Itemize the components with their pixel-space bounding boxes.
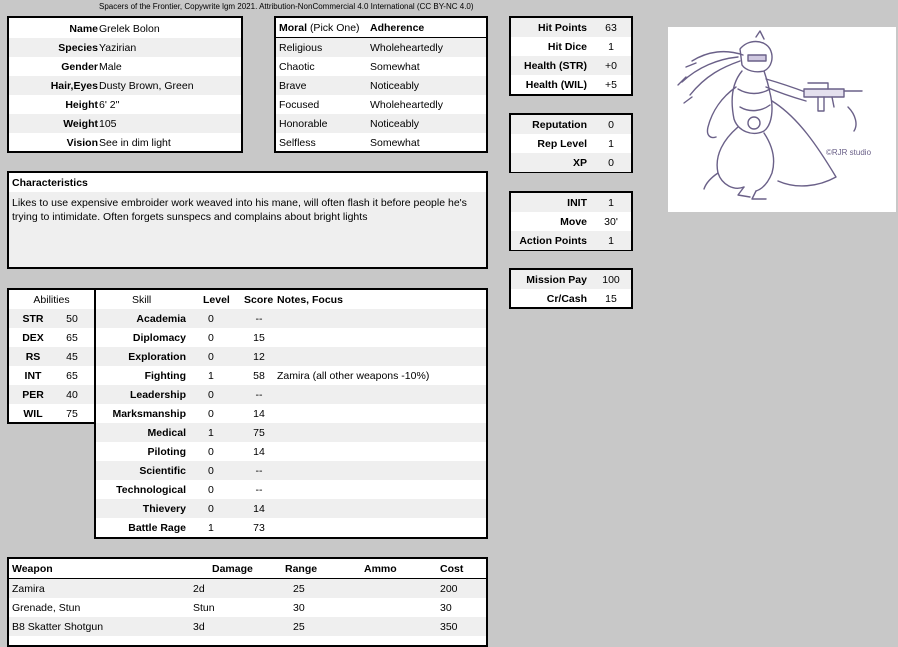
moral-name: Honorable <box>279 117 328 130</box>
vitals-value: 1 <box>608 40 614 53</box>
moral-name: Brave <box>279 79 307 92</box>
skill-level: 0 <box>208 445 214 458</box>
table-row <box>96 518 486 537</box>
identity-value: 6' 2" <box>99 98 120 111</box>
table-row <box>511 231 631 250</box>
moral-adherence: Wholeheartedly <box>370 41 443 54</box>
table-row <box>9 133 241 152</box>
skill-level: 0 <box>208 483 214 496</box>
ability-name: STR <box>22 312 44 325</box>
characteristics-title: Characteristics <box>12 176 88 189</box>
moral-header: Moral <box>279 21 308 34</box>
weapon-range: 25 <box>293 582 305 595</box>
table-row <box>9 404 94 423</box>
skill-score: 14 <box>253 502 265 515</box>
skill-score: 15 <box>253 331 265 344</box>
table-row <box>96 366 486 385</box>
reputation-label: XP <box>572 156 587 169</box>
table-row <box>96 423 486 442</box>
skill-level: 0 <box>208 464 214 477</box>
identity-label: Hair,Eyes <box>50 79 98 92</box>
character-illustration <box>668 27 896 212</box>
initiative-value: 1 <box>608 234 614 247</box>
reputation-panel <box>509 113 633 173</box>
skill-name: Piloting <box>147 445 186 458</box>
table-row <box>276 76 486 95</box>
vitals-label: Health (STR) <box>524 59 587 72</box>
adherence-header: Adherence <box>370 21 425 34</box>
moral-adherence: Somewhat <box>370 60 420 73</box>
notes-header: Notes, Focus <box>277 293 343 306</box>
table-row <box>9 309 94 328</box>
table-row <box>9 347 94 366</box>
skill-name: Medical <box>147 426 186 439</box>
skill-name: Exploration <box>128 350 186 363</box>
vitals-value: +0 <box>605 59 617 72</box>
weapon-header: Weapon <box>12 562 53 575</box>
moral-name: Selfless <box>279 136 316 149</box>
skill-score: -- <box>255 464 263 477</box>
characteristics-panel <box>7 171 488 269</box>
table-row <box>96 404 486 423</box>
table-row <box>9 38 241 57</box>
vitals-label: Hit Dice <box>547 40 587 53</box>
identity-value: Dusty Brown, Green <box>99 79 194 92</box>
ability-name: PER <box>22 388 44 401</box>
ability-value: 65 <box>66 369 78 382</box>
skill-level: 0 <box>208 350 214 363</box>
table-row <box>276 57 486 76</box>
skill-name: Technological <box>116 483 186 496</box>
skill-level: 0 <box>208 388 214 401</box>
skill-name: Leadership <box>129 388 186 401</box>
skill-level: 0 <box>208 312 214 325</box>
level-header: Level <box>203 293 230 306</box>
table-row <box>96 385 486 404</box>
table-row <box>511 134 631 153</box>
table-row <box>511 115 631 134</box>
table-row <box>276 38 486 57</box>
copyright-notice: Spacers of the Frontier, Copywrite lgm 2021. Attribution-NonCommercial 4.0 International (CC BY-NC 4.0) <box>99 2 474 11</box>
identity-value: 105 <box>99 117 117 130</box>
identity-label: Vision <box>66 136 98 149</box>
identity-label: Gender <box>61 60 98 73</box>
skill-name: Scientific <box>139 464 186 477</box>
table-row <box>96 347 486 366</box>
table-row <box>9 95 241 114</box>
skill-score: 12 <box>253 350 265 363</box>
ability-value: 75 <box>66 407 78 420</box>
ability-value: 65 <box>66 331 78 344</box>
table-row <box>96 309 486 328</box>
weapon-damage: 3d <box>193 620 205 633</box>
table-row <box>96 442 486 461</box>
moral-pick-note: (Pick One) <box>309 21 360 34</box>
skill-name: Academia <box>136 312 186 325</box>
table-row <box>96 461 486 480</box>
skill-score: 75 <box>253 426 265 439</box>
vitals-panel <box>509 16 633 96</box>
weapon-name: Grenade, Stun <box>12 601 81 614</box>
table-row <box>511 289 631 308</box>
weapons-panel <box>7 557 488 647</box>
ability-name: WIL <box>23 407 43 420</box>
weapon-range: 25 <box>293 620 305 633</box>
skill-notes: Zamira (all other weapons -10%) <box>277 369 430 382</box>
table-row <box>9 57 241 76</box>
pay-label: Cr/Cash <box>546 292 587 305</box>
skill-score: -- <box>255 388 263 401</box>
table-row <box>276 114 486 133</box>
skill-name: Marksmanship <box>112 407 186 420</box>
vitals-value: +5 <box>605 78 617 91</box>
skill-score: -- <box>255 483 263 496</box>
skills-panel <box>94 288 488 539</box>
initiative-label: INIT <box>567 196 587 209</box>
identity-panel <box>7 16 243 153</box>
skill-name: Fighting <box>144 369 186 382</box>
moral-name: Focused <box>279 98 320 111</box>
table-row <box>511 56 631 75</box>
vitals-label: Health (WIL) <box>525 78 587 91</box>
table-row <box>96 328 486 347</box>
initiative-label: Action Points <box>519 234 587 247</box>
table-row <box>96 499 486 518</box>
identity-value: Grelek Bolon <box>99 22 160 35</box>
score-header: Score <box>244 293 274 306</box>
skill-level: 1 <box>208 369 214 382</box>
damage-header: Damage <box>212 562 253 575</box>
cost-header: Cost <box>440 562 464 575</box>
weapon-cost: 350 <box>440 620 458 633</box>
ability-name: RS <box>25 350 41 363</box>
reputation-value: 1 <box>608 137 614 150</box>
table-row <box>9 385 94 404</box>
skill-name: Thievery <box>142 502 186 515</box>
table-row <box>9 617 486 636</box>
table-row <box>511 270 631 289</box>
identity-value: Yazirian <box>99 41 137 54</box>
initiative-label: Move <box>560 215 587 228</box>
skill-score: 58 <box>253 369 265 382</box>
skill-level: 1 <box>208 521 214 534</box>
abilities-title: Abilities <box>33 293 70 306</box>
skill-score: 14 <box>253 445 265 458</box>
moral-name: Chaotic <box>279 60 315 73</box>
weapon-damage: 2d <box>193 582 205 595</box>
abilities-panel <box>7 288 96 424</box>
table-row <box>9 579 486 598</box>
skill-level: 0 <box>208 502 214 515</box>
ability-value: 50 <box>66 312 78 325</box>
moral-adherence: Wholeheartedly <box>370 98 443 111</box>
moral-name: Religious <box>279 41 323 54</box>
weapon-name: Zamira <box>12 582 45 595</box>
weapon-range: 30 <box>293 601 305 614</box>
ability-value: 45 <box>66 350 78 363</box>
reputation-value: 0 <box>608 118 614 131</box>
table-row <box>276 95 486 114</box>
initiative-value: 30' <box>604 215 618 228</box>
table-row <box>511 75 631 94</box>
identity-label: Height <box>65 98 98 111</box>
pay-value: 100 <box>602 273 620 286</box>
ammo-header: Ammo <box>364 562 397 575</box>
ability-name: INT <box>24 369 42 382</box>
skill-name: Battle Rage <box>128 521 186 534</box>
ability-value: 40 <box>66 388 78 401</box>
moral-adherence: Noticeably <box>370 79 420 92</box>
ability-name: DEX <box>22 331 44 344</box>
table-row <box>511 153 631 172</box>
reputation-label: Rep Level <box>537 137 587 150</box>
table-row <box>9 366 94 385</box>
skill-score: 14 <box>253 407 265 420</box>
reputation-label: Reputation <box>532 118 587 131</box>
table-row <box>9 114 241 133</box>
skill-level: 0 <box>208 407 214 420</box>
characteristics-text: Likes to use expensive embroider work weaved into his mane, will often flash it before people he's trying to intimidate. Often forgets sunspecs and complains about bright lights <box>9 192 486 267</box>
moral-adherence: Somewhat <box>370 136 420 149</box>
reputation-value: 0 <box>608 156 614 169</box>
skill-score: -- <box>255 312 263 325</box>
table-row <box>511 212 631 231</box>
weapon-name: B8 Skatter Shotgun <box>12 620 104 633</box>
table-row <box>511 37 631 56</box>
weapon-cost: 30 <box>440 601 452 614</box>
pay-value: 15 <box>605 292 617 305</box>
weapon-damage: Stun <box>193 601 215 614</box>
table-row <box>9 19 241 38</box>
pay-label: Mission Pay <box>526 273 587 286</box>
table-row <box>9 598 486 617</box>
artist-signature: ©RJR studio <box>826 148 872 157</box>
skill-level: 1 <box>208 426 214 439</box>
table-row <box>511 18 631 37</box>
table-row <box>9 76 241 95</box>
moral-adherence: Noticeably <box>370 117 420 130</box>
table-row <box>9 328 94 347</box>
weapon-cost: 200 <box>440 582 458 595</box>
identity-label: Weight <box>63 117 98 130</box>
yazirian-warrior-drawing <box>668 27 896 212</box>
skill-score: 73 <box>253 521 265 534</box>
pay-panel <box>509 268 633 309</box>
initiative-value: 1 <box>608 196 614 209</box>
skill-level: 0 <box>208 331 214 344</box>
table-row <box>276 133 486 152</box>
table-row <box>96 480 486 499</box>
identity-label: Name <box>69 22 98 35</box>
morals-panel <box>274 16 488 153</box>
range-header: Range <box>285 562 318 575</box>
identity-value: See in dim light <box>99 136 171 149</box>
vitals-label: Hit Points <box>538 21 587 34</box>
identity-label: Species <box>58 41 98 54</box>
initiative-panel <box>509 191 633 251</box>
vitals-value: 63 <box>605 21 617 34</box>
skill-name: Diplomacy <box>132 331 186 344</box>
skill-header: Skill <box>132 293 152 306</box>
identity-value: Male <box>99 60 122 73</box>
table-row <box>511 193 631 212</box>
